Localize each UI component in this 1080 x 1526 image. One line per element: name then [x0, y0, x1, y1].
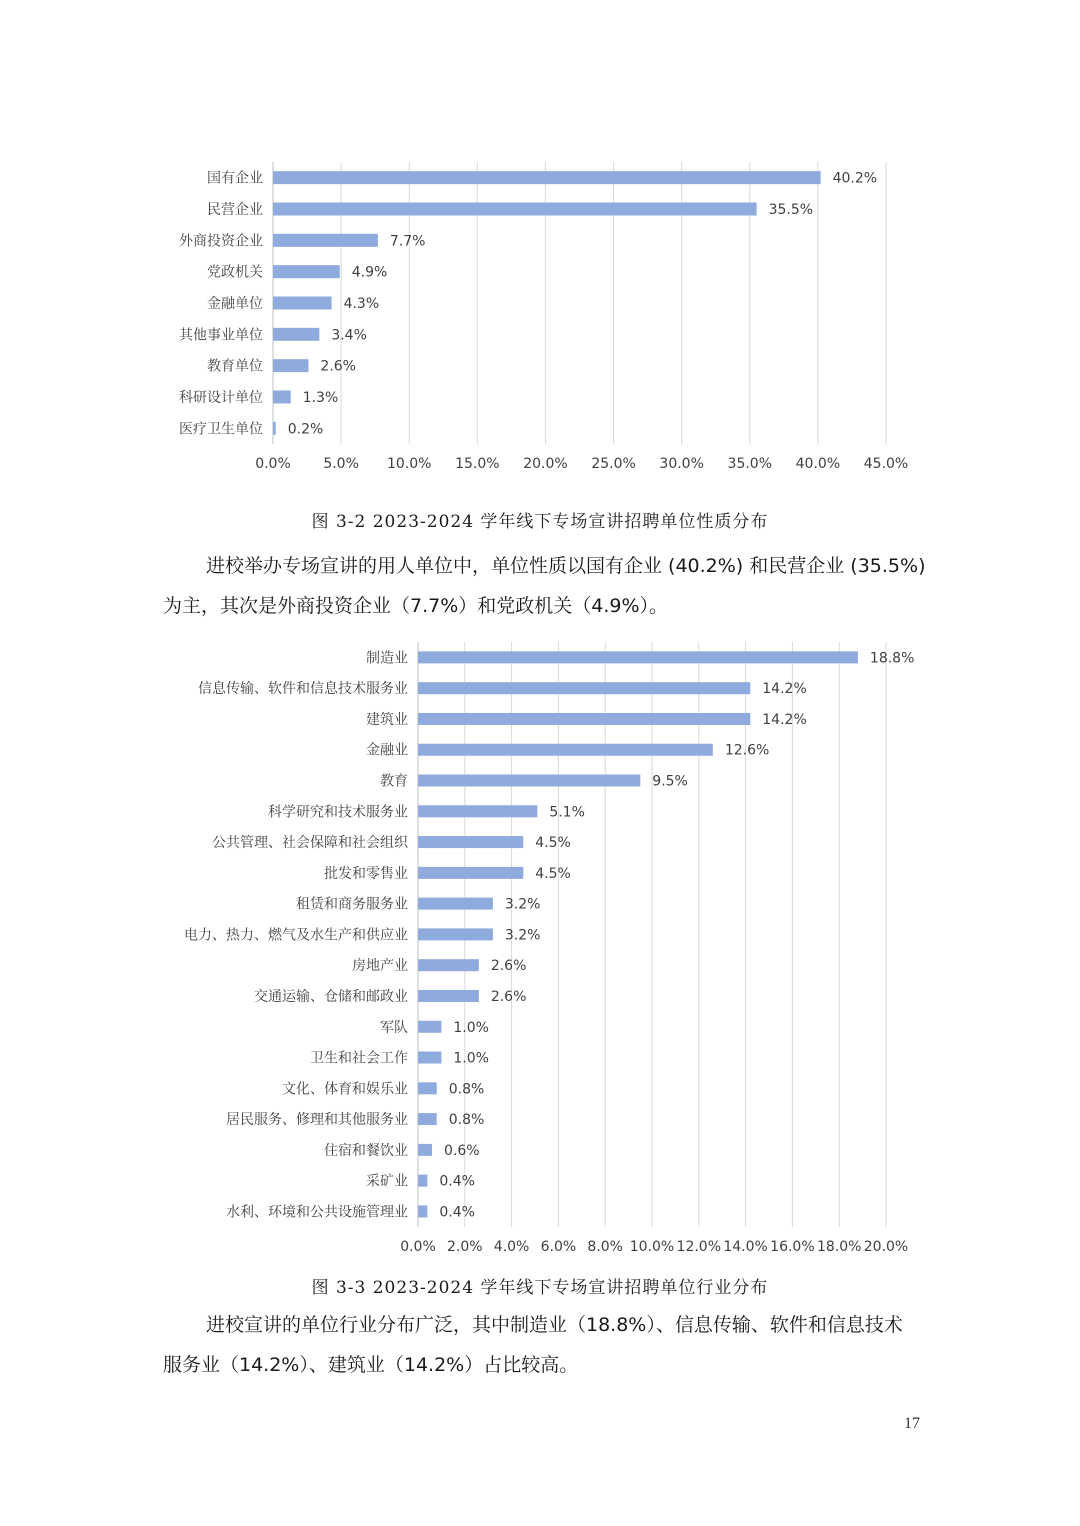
category-label: 卫生和社会工作	[310, 1050, 408, 1067]
x-tick-label: 15.0%	[455, 456, 500, 472]
category-label: 交通运输、仓储和邮政业	[254, 988, 408, 1005]
x-tick-label: 40.0%	[795, 456, 841, 472]
x-tick-label: 8.0%	[587, 1239, 623, 1255]
bar-9	[273, 422, 276, 435]
data-label: 14.2%	[762, 711, 807, 728]
data-label: 4.5%	[535, 835, 571, 852]
paragraph-line: 进校举办专场宣讲的用人单位中，单位性质以国有企业 (40.2%) 和民营企业 (35.5%)	[206, 555, 926, 577]
bar-18	[418, 1175, 427, 1187]
paragraph-employer-industry	[163, 1305, 919, 1385]
bar-1	[418, 651, 858, 663]
x-tick-label: 12.0%	[676, 1239, 722, 1255]
category-label: 住宿和餐饮业	[324, 1142, 408, 1159]
x-tick-label: 20.0%	[523, 456, 568, 472]
data-label: 1.0%	[453, 1019, 489, 1036]
bar-9	[418, 898, 493, 910]
data-label: 1.0%	[453, 1050, 489, 1067]
paragraph-line: 进校宣讲的单位行业分布广泛，其中制造业（18.8%）、信息传输、软件和信息技术	[206, 1314, 903, 1336]
bar-14	[418, 1052, 441, 1064]
category-label: 公共管理、社会保障和社会组织	[212, 835, 408, 852]
data-label: 0.4%	[439, 1204, 475, 1221]
category-label: 采矿业	[366, 1173, 408, 1190]
page-number: 17	[904, 1415, 920, 1432]
x-tick-label: 18.0%	[816, 1239, 862, 1255]
bar-2	[273, 202, 757, 215]
data-label: 18.8%	[869, 650, 915, 667]
category-label: 教育	[380, 773, 408, 790]
x-tick-label: 45.0%	[863, 456, 909, 472]
data-label: 4.3%	[343, 295, 380, 312]
x-tick-label: 10.0%	[629, 1239, 675, 1255]
bar-7	[418, 836, 523, 848]
category-label: 文化、体育和娱乐业	[282, 1081, 408, 1098]
bar-16	[418, 1113, 437, 1125]
bar-15	[418, 1082, 437, 1094]
x-tick-label: 0.0%	[255, 456, 291, 472]
category-label: 批发和零售业	[324, 865, 408, 882]
category-label: 科学研究和技术服务业	[268, 804, 408, 821]
data-label: 40.2%	[832, 170, 878, 187]
data-label: 3.4%	[331, 327, 367, 344]
x-tick-label: 0.0%	[400, 1239, 436, 1255]
bar-5	[418, 775, 640, 787]
bar-4	[418, 744, 713, 756]
category-label: 医疗卫生单位	[179, 421, 263, 438]
bar-8	[273, 390, 291, 403]
data-label: 2.6%	[320, 358, 356, 375]
bar-13	[418, 1021, 441, 1033]
data-label: 4.5%	[535, 865, 571, 882]
category-label: 建筑业	[366, 711, 408, 728]
data-label: 4.9%	[351, 264, 388, 281]
bar-12	[418, 990, 479, 1002]
category-label: 教育单位	[207, 358, 263, 375]
x-tick-label: 4.0%	[493, 1239, 530, 1255]
x-tick-label: 25.0%	[591, 456, 636, 472]
data-label: 0.6%	[444, 1142, 480, 1159]
bar-5	[273, 296, 332, 309]
bar-10	[418, 928, 493, 940]
x-tick-label: 5.0%	[323, 456, 359, 472]
bar-17	[418, 1144, 432, 1156]
bar-4	[273, 265, 340, 278]
category-label: 信息传输、软件和信息技术服务业	[198, 681, 408, 698]
data-label: 3.2%	[504, 927, 541, 944]
data-label: 12.6%	[724, 742, 770, 759]
x-tick-label: 20.0%	[863, 1239, 909, 1255]
category-label: 制造业	[366, 650, 408, 667]
data-label: 2.6%	[490, 988, 527, 1005]
category-label: 房地产业	[352, 958, 408, 975]
paragraph-line: 为主，其次是外商投资企业（7.7%）和党政机关（4.9%）。	[163, 595, 669, 617]
category-label: 军队	[380, 1019, 408, 1036]
category-label: 金融业	[366, 742, 408, 759]
bar-8	[418, 867, 523, 879]
paragraph-line: 服务业（14.2%）、建筑业（14.2%）占比较高。	[163, 1354, 579, 1376]
data-label: 9.5%	[652, 773, 688, 790]
data-label: 14.2%	[762, 681, 807, 698]
chart-employer-industry	[0, 632, 1080, 1262]
category-label: 其他事业单位	[179, 327, 263, 344]
category-label: 租赁和商务服务业	[296, 896, 408, 913]
data-label: 2.6%	[490, 958, 527, 975]
data-label: 35.5%	[768, 201, 814, 218]
category-label: 居民服务、修理和其他服务业	[226, 1112, 408, 1129]
category-label: 国有企业	[207, 170, 263, 187]
category-label: 电力、热力、燃气及水生产和供应业	[184, 927, 408, 944]
category-label: 党政机关	[207, 264, 263, 281]
category-label: 科研设计单位	[179, 389, 263, 406]
data-label: 3.2%	[504, 896, 541, 913]
data-label: 5.1%	[549, 804, 585, 821]
figure-caption-3-2: 图 3-2 2023-2024 学年线下专场宣讲招聘单位性质分布	[311, 512, 769, 532]
bar-1	[273, 171, 821, 184]
category-label: 水利、环境和公共设施管理业	[226, 1204, 408, 1221]
x-tick-label: 14.0%	[723, 1239, 768, 1255]
bar-7	[273, 359, 308, 372]
bar-3	[273, 234, 378, 247]
bar-2	[418, 682, 750, 694]
bar-11	[418, 959, 479, 971]
data-label: 0.4%	[439, 1173, 475, 1190]
data-label: 0.8%	[448, 1081, 485, 1098]
bar-19	[418, 1205, 427, 1217]
x-tick-label: 10.0%	[386, 456, 432, 472]
x-tick-label: 6.0%	[540, 1239, 577, 1255]
category-label: 民营企业	[207, 201, 263, 218]
data-label: 7.7%	[389, 233, 426, 250]
data-label: 0.2%	[287, 421, 324, 438]
x-tick-label: 2.0%	[447, 1239, 483, 1255]
category-label: 外商投资企业	[179, 233, 263, 250]
figure-caption-3-3: 图 3-3 2023-2024 学年线下专场宣讲招聘单位行业分布	[311, 1278, 769, 1298]
paragraph-employer-nature	[163, 546, 926, 626]
data-label: 0.8%	[448, 1112, 485, 1129]
bar-3	[418, 713, 750, 725]
category-label: 金融单位	[207, 295, 263, 312]
data-label: 1.3%	[302, 389, 339, 406]
chart-employer-nature	[0, 150, 1080, 480]
bar-6	[273, 328, 319, 341]
bar-6	[418, 805, 537, 817]
x-tick-label: 30.0%	[659, 456, 704, 472]
x-tick-label: 16.0%	[770, 1239, 815, 1255]
x-tick-label: 35.0%	[727, 456, 773, 472]
